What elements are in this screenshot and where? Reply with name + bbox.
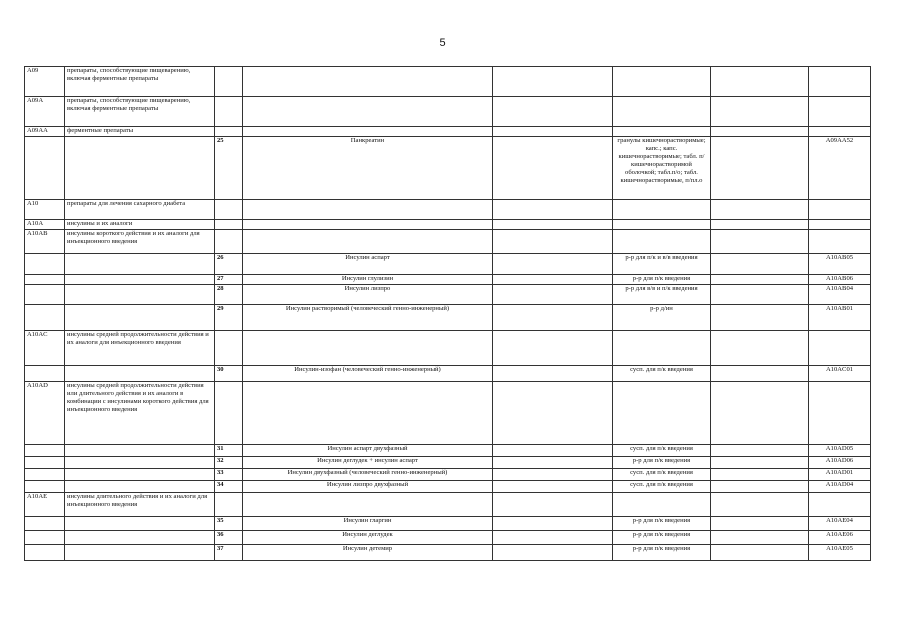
dosage-form-cell (613, 382, 711, 445)
atc-code-cell (25, 457, 65, 469)
drug-code-cell: A10AE06 (809, 531, 871, 545)
empty-cell (493, 445, 613, 457)
group-name-cell (65, 366, 215, 382)
drug-name-cell: Инсулин деглудек (243, 531, 493, 545)
drug-code-cell: A10AC01 (809, 366, 871, 382)
drug-name-cell: Инсулин глулизин (243, 275, 493, 285)
item-number-cell (215, 127, 243, 137)
empty-cell (711, 230, 809, 254)
drug-code-cell: A10AB05 (809, 254, 871, 275)
drug-name-cell: Инсулин двухфазный (человеческий генно-инженерный) (243, 469, 493, 481)
empty-cell (711, 531, 809, 545)
group-name-cell: препараты для лечения сахарного диабета (65, 200, 215, 220)
empty-cell (711, 220, 809, 230)
table-row (25, 200, 871, 220)
empty-cell (711, 97, 809, 127)
page-number: 5 (439, 37, 446, 49)
drug-code-cell: A10AD06 (809, 457, 871, 469)
dosage-form-cell (613, 493, 711, 517)
dosage-form-cell (613, 127, 711, 137)
atc-code-cell (25, 545, 65, 561)
atc-code-cell (25, 275, 65, 285)
atc-code-cell: A10AD (25, 382, 65, 445)
item-number-cell (215, 67, 243, 97)
item-number-cell: 26 (215, 254, 243, 275)
drug-code-cell (809, 220, 871, 230)
drug-name-cell (243, 97, 493, 127)
dosage-form-cell (613, 220, 711, 230)
drug-name-cell: Инсулин аспарт двухфазный (243, 445, 493, 457)
dosage-form-cell: р-р для п/к и в/в введения (613, 254, 711, 275)
drug-name-cell: Инсулин аспарт (243, 254, 493, 275)
table-row (25, 254, 871, 275)
drug-code-cell: A10AB01 (809, 305, 871, 331)
drug-name-cell (243, 493, 493, 517)
drug-name-cell: Инсулин детемир (243, 545, 493, 561)
group-name-cell (65, 305, 215, 331)
item-number-cell (215, 200, 243, 220)
empty-cell (493, 200, 613, 220)
empty-cell (493, 230, 613, 254)
item-number-cell: 36 (215, 531, 243, 545)
atc-code-cell: A09A (25, 97, 65, 127)
atc-code-cell (25, 469, 65, 481)
table-row (25, 331, 871, 366)
empty-cell (493, 469, 613, 481)
group-name-cell (65, 137, 215, 200)
atc-code-cell (25, 517, 65, 531)
drug-code-cell (809, 97, 871, 127)
item-number-cell (215, 220, 243, 230)
empty-cell (711, 382, 809, 445)
drug-code-cell (809, 67, 871, 97)
drug-name-cell (243, 127, 493, 137)
group-name-cell: инсулины и их аналоги (65, 220, 215, 230)
empty-cell (711, 469, 809, 481)
group-name-cell (65, 531, 215, 545)
table-row (25, 230, 871, 254)
table-row (25, 531, 871, 545)
empty-cell (711, 366, 809, 382)
empty-cell (493, 127, 613, 137)
item-number-cell (215, 493, 243, 517)
atc-code-cell (25, 137, 65, 200)
group-name-cell (65, 545, 215, 561)
group-name-cell: препараты, способствующие пищеварению, включая ферментные препараты (65, 97, 215, 127)
drug-code-cell (809, 127, 871, 137)
dosage-form-cell (613, 200, 711, 220)
drug-name-cell (243, 67, 493, 97)
drug-name-cell (243, 382, 493, 445)
table-row (25, 137, 871, 200)
dosage-form-cell (613, 331, 711, 366)
table-row (25, 545, 871, 561)
table-row (25, 382, 871, 445)
drug-code-cell (809, 331, 871, 366)
drug-code-cell: A10AE05 (809, 545, 871, 561)
item-number-cell: 31 (215, 445, 243, 457)
empty-cell (711, 445, 809, 457)
drug-name-cell: Панкреатин (243, 137, 493, 200)
table-row (25, 493, 871, 517)
group-name-cell: инсулины средней продолжительности действия и их аналоги для инъекционного введения (65, 331, 215, 366)
group-name-cell (65, 517, 215, 531)
item-number-cell: 25 (215, 137, 243, 200)
drug-name-cell (243, 331, 493, 366)
group-name-cell: инсулины длительного действия и их аналоги для инъекционного введения (65, 493, 215, 517)
item-number-cell: 33 (215, 469, 243, 481)
table-row (25, 97, 871, 127)
dosage-form-cell: р-р для п/к введения (613, 531, 711, 545)
atc-code-cell (25, 285, 65, 305)
atc-code-cell (25, 305, 65, 331)
empty-cell (493, 531, 613, 545)
empty-cell (493, 331, 613, 366)
dosage-form-cell: р-р для п/к введения (613, 545, 711, 561)
empty-cell (493, 517, 613, 531)
table-row (25, 445, 871, 457)
drug-name-cell: Инсулин деглудек + инсулин аспарт (243, 457, 493, 469)
empty-cell (493, 481, 613, 493)
empty-cell (493, 285, 613, 305)
dosage-form-cell: гранулы кишечнорастворимые; капс.; капс. кишечнорастворимые; табл. п/кишечнорастворимой оболочкой; табл.п/о; табл. кишечнорастворимые, п/пл.о (613, 137, 711, 200)
drug-code-cell: A10AB04 (809, 285, 871, 305)
atc-code-cell: A09AA (25, 127, 65, 137)
drug-name-cell (243, 200, 493, 220)
group-name-cell (65, 445, 215, 457)
empty-cell (711, 285, 809, 305)
group-name-cell (65, 254, 215, 275)
empty-cell (493, 275, 613, 285)
drug-name-cell (243, 230, 493, 254)
empty-cell (711, 493, 809, 517)
empty-cell (493, 545, 613, 561)
drug-code-cell: A10AE04 (809, 517, 871, 531)
drug-code-cell (809, 382, 871, 445)
empty-cell (493, 305, 613, 331)
drug-name-cell: Инсулин лизпро двухфазный (243, 481, 493, 493)
atc-code-cell: A10AC (25, 331, 65, 366)
empty-cell (711, 457, 809, 469)
table-row (25, 469, 871, 481)
drug-code-cell: A10AD01 (809, 469, 871, 481)
table-row (25, 481, 871, 493)
dosage-form-cell: р-р для в/в и п/к введения (613, 285, 711, 305)
empty-cell (493, 67, 613, 97)
group-name-cell: инсулины средней продолжительности действия или длительного действия и их аналоги в комбинации с инсулинами короткого действия для инъекционного введения (65, 382, 215, 445)
group-name-cell (65, 457, 215, 469)
group-name-cell (65, 275, 215, 285)
item-number-cell: 29 (215, 305, 243, 331)
table-row (25, 285, 871, 305)
dosage-form-cell: р-р д/ин (613, 305, 711, 331)
dosage-form-cell: сусп. для п/к введения (613, 481, 711, 493)
drug-name-cell: Инсулин гларгин (243, 517, 493, 531)
table-row (25, 457, 871, 469)
atc-code-cell: A10AE (25, 493, 65, 517)
table-row (25, 220, 871, 230)
item-number-cell (215, 331, 243, 366)
item-number-cell: 27 (215, 275, 243, 285)
drug-name-cell (243, 220, 493, 230)
dosage-form-cell (613, 230, 711, 254)
drug-code-cell: A10AD05 (809, 445, 871, 457)
item-number-cell: 28 (215, 285, 243, 305)
item-number-cell (215, 382, 243, 445)
drug-code-cell (809, 493, 871, 517)
group-name-cell (65, 469, 215, 481)
drug-code-cell: A10AB06 (809, 275, 871, 285)
dosage-form-cell: сусп. для п/к введения (613, 469, 711, 481)
empty-cell (711, 275, 809, 285)
group-name-cell: инсулины короткого действия и их аналоги для инъекционного введения (65, 230, 215, 254)
item-number-cell: 37 (215, 545, 243, 561)
drug-code-cell: A10AD04 (809, 481, 871, 493)
empty-cell (711, 200, 809, 220)
table-row (25, 517, 871, 531)
empty-cell (493, 366, 613, 382)
empty-cell (493, 137, 613, 200)
table-row (25, 127, 871, 137)
empty-cell (711, 517, 809, 531)
item-number-cell: 35 (215, 517, 243, 531)
item-number-cell: 30 (215, 366, 243, 382)
atc-code-cell (25, 481, 65, 493)
dosage-form-cell (613, 97, 711, 127)
drug-name-cell: Инсулин растворимый (человеческий генно-инженерный) (243, 305, 493, 331)
empty-cell (711, 481, 809, 493)
item-number-cell (215, 97, 243, 127)
atc-code-cell: A10AB (25, 230, 65, 254)
group-name-cell (65, 285, 215, 305)
empty-cell (493, 97, 613, 127)
empty-cell (711, 127, 809, 137)
drug-code-cell: A09AA52 (809, 137, 871, 200)
empty-cell (493, 382, 613, 445)
table-row (25, 366, 871, 382)
atc-code-cell: A09 (25, 67, 65, 97)
dosage-form-cell: р-р для п/к введения (613, 275, 711, 285)
empty-cell (711, 331, 809, 366)
dosage-form-cell: р-р для п/к введения (613, 457, 711, 469)
table-row (25, 67, 871, 97)
group-name-cell (65, 481, 215, 493)
dosage-form-cell: сусп. для п/к введения (613, 445, 711, 457)
atc-code-cell: A10A (25, 220, 65, 230)
group-name-cell: препараты, способствующие пищеварению, включая ферментные препараты (65, 67, 215, 97)
empty-cell (711, 137, 809, 200)
drug-code-cell (809, 230, 871, 254)
item-number-cell (215, 230, 243, 254)
empty-cell (493, 220, 613, 230)
empty-cell (711, 305, 809, 331)
dosage-form-cell (613, 67, 711, 97)
table-row (25, 305, 871, 331)
atc-code-cell (25, 531, 65, 545)
drug-name-cell: Инсулин лизпро (243, 285, 493, 305)
drug-code-cell (809, 200, 871, 220)
atc-code-cell (25, 445, 65, 457)
empty-cell (493, 457, 613, 469)
medication-table (24, 66, 871, 561)
empty-cell (711, 67, 809, 97)
item-number-cell: 34 (215, 481, 243, 493)
empty-cell (711, 254, 809, 275)
empty-cell (493, 254, 613, 275)
atc-code-cell (25, 366, 65, 382)
dosage-form-cell: сусп. для п/к введения (613, 366, 711, 382)
atc-code-cell: A10 (25, 200, 65, 220)
atc-code-cell (25, 254, 65, 275)
empty-cell (493, 493, 613, 517)
item-number-cell: 32 (215, 457, 243, 469)
dosage-form-cell: р-р для п/к введения (613, 517, 711, 531)
empty-cell (711, 545, 809, 561)
group-name-cell: ферментные препараты (65, 127, 215, 137)
table-row (25, 275, 871, 285)
drug-name-cell: Инсулин-изофан (человеческий генно-инженерный) (243, 366, 493, 382)
